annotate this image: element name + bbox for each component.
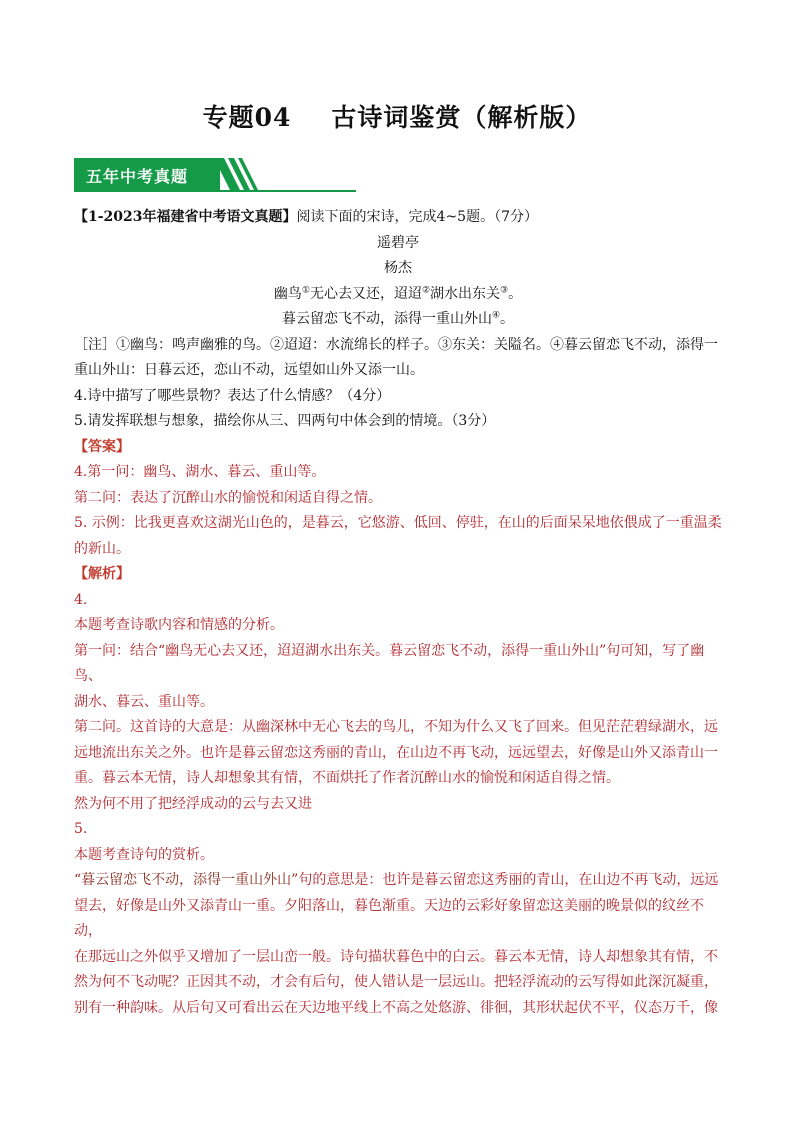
analysis-text: 别有一种韵味。从后句又可看出云在天边地平线上不高之处悠游、徘徊，其形状起伏不平，仪态万千，像 <box>74 999 718 1016</box>
poem-line-1 <box>74 282 722 308</box>
banner-underline <box>74 190 356 192</box>
title-part2: 古诗词鉴赏（解析版） <box>331 103 592 132</box>
analysis-text: 远地流出东关之外。也许是暮云留恋这秀丽的青山，在山边不再飞动，远远望去，好像是山外又添青山一 <box>74 744 718 761</box>
poem-text: 湖水出东关 <box>430 285 501 302</box>
analysis-text: 本题考查诗句的赏析。 <box>74 846 214 863</box>
analysis-text: 望去，好像是山外又添青山一重。夕阳落山，暮色渐重。天边的云彩好象留恋这美丽的晚景似的纹丝不动， <box>74 897 704 939</box>
poem-line-2 <box>74 307 722 333</box>
analysis-text: 然为何不飞动呢？正因其不动，才会有后句，使人错认是一层远山。把轻浮流动的云写得如此深沉凝重， <box>74 974 718 990</box>
question-4: 4.诗中描写了哪些景物？表达了什么情感？（4分） <box>74 387 391 404</box>
title-part1: 专题04 <box>202 103 292 132</box>
note-mark: ③ <box>500 284 509 295</box>
analysis-text-rest: 句的意思是：也许是暮云留恋这秀丽的青山，在山边不再飞动，远远 <box>298 872 719 888</box>
poem-text: 。 <box>508 285 523 302</box>
analysis-text: 在那远山之外似乎又增加了一层山峦一般。诗句描状暮色中的白云。暮云本无情，诗人却想象其有情，不 <box>74 948 718 965</box>
poem-title: 遥碧亭 <box>377 234 419 251</box>
answer-text: 的新山。 <box>74 540 130 557</box>
analysis-text: 第一问：结合“幽鸟无心去又还，迢迢湖水出东关。暮云留恋飞不动，添得一重山外山”句可知，写了幽鸟、 <box>74 642 705 684</box>
answer-text: 5. 示例：比我更喜欢这湖光山色的，是暮云，它悠游、低回、停驻，在山的后面呆呆地依偎成了一重温柔 <box>74 515 722 531</box>
poem-notes: 重山外山：日暮云还，恋山不动，远望如山外又添一山。 <box>74 362 424 378</box>
section-banner <box>74 158 356 192</box>
banner-stripes-icon <box>214 158 258 190</box>
analysis-number: 5. <box>74 821 88 837</box>
question-intro <box>74 205 722 231</box>
analysis-text: 湖水、暮云、重山等。 <box>74 693 214 710</box>
analysis-text <box>74 868 722 894</box>
poem-text: 幽鸟 <box>273 285 302 302</box>
analysis-text: 本题考查诗歌内容和情感的分析。 <box>74 617 284 633</box>
document-body <box>74 205 722 1021</box>
quote: “暮云留恋飞不动，添得一重山外山” <box>74 872 299 888</box>
poem-notes: ［注］①幽鸟：鸣声幽雅的鸟。②迢迢：水流绵长的样子。③东关：关隘名。④暮云留恋飞不动，添得一 <box>74 336 718 353</box>
analysis-text: 然为何不用了把经浮成动的云与去又进 <box>74 795 312 812</box>
note-mark: ② <box>421 284 431 295</box>
poem-text: 无心去又还，迢迢 <box>309 285 422 302</box>
answer-heading: 【答案】 <box>74 438 130 455</box>
banner-label: 五年中考真题 <box>86 167 189 186</box>
analysis-number: 4. <box>74 591 88 608</box>
question-instruction: 阅读下面的宋诗，完成4~5题。（7分） <box>296 209 538 225</box>
analysis-heading: 【解析】 <box>74 566 130 582</box>
analysis-text: 第二问。这首诗的大意是：从幽深林中无心飞去的鸟儿，不知为什么又飞了回来。但见茫茫碧绿湖水，远 <box>74 719 718 735</box>
question-source: 【1-2023年福建省中考语文真题】 <box>74 209 297 225</box>
answer-text: 第二问：表达了沉醉山水的愉悦和闲适自得之情。 <box>74 489 382 506</box>
poem-author: 杨杰 <box>384 260 412 276</box>
poem-text: 。 <box>500 311 515 327</box>
page-title <box>0 98 794 134</box>
note-mark: ① <box>301 284 310 295</box>
analysis-text: 重。暮云本无情，诗人却想象其有情，不面烘托了作者沉醉山水的愉悦和闲适自得之情。 <box>74 770 620 786</box>
answer-text: 4.第一问：幽鸟、湖水、暮云、重山等。 <box>74 464 326 480</box>
poem-text: 暮云留恋飞不动，添得一重山外山 <box>281 311 492 327</box>
question-5: 5.请发挥联想与想象，描绘你从三、四两句中体会到的情境。（3分） <box>74 413 496 429</box>
note-mark: ④ <box>491 310 501 321</box>
